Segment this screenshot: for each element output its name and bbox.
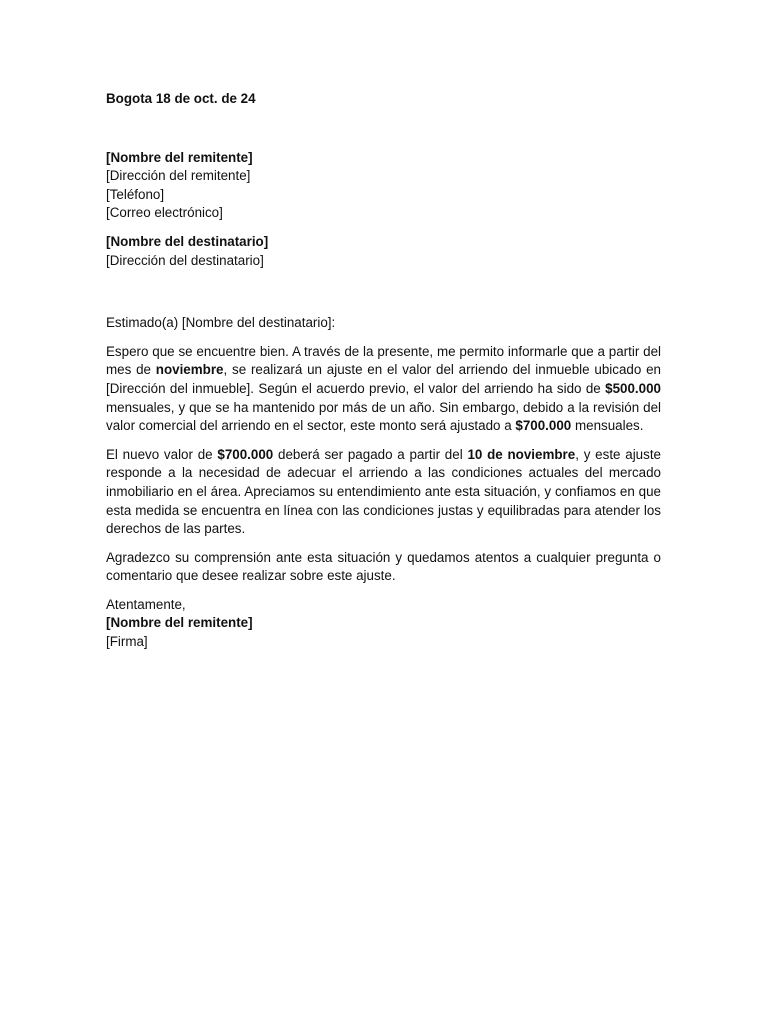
paragraph-3: Agradezco su comprensión ante esta situación y quedamos atentos a cualquier pregunta o comentario que desee realizar sobre este ajuste. — [106, 549, 661, 584]
para2-text-2: deberá ser pagado a partir del — [273, 446, 468, 462]
para2-bold-date: 10 de noviembre — [467, 446, 576, 462]
paragraph-2 — [106, 446, 661, 539]
para2-text-1: El nuevo valor de — [106, 446, 218, 462]
greeting: Estimado(a) [Nombre del destinatario]: — [106, 315, 336, 331]
sender-email: [Correo electrónico] — [106, 205, 223, 221]
para2-bold-new-amount: $700.000 — [217, 446, 274, 462]
recipient-block — [106, 233, 661, 270]
closing-block — [106, 596, 661, 652]
sender-name: [Nombre del remitente] — [106, 149, 253, 165]
closing-signature: [Firma] — [106, 634, 148, 650]
para1-bold-old-amount: $500.000 — [605, 380, 661, 396]
recipient-name: [Nombre del destinatario] — [106, 233, 269, 249]
para1-text-1: Espero que se encuentre bien. A través de la presente, me permito informarle que a partir del mes de — [106, 343, 661, 378]
recipient-address: [Dirección del destinatario] — [106, 252, 264, 268]
closing-sender-name: [Nombre del remitente] — [106, 615, 253, 631]
para1-text-4: mensuales. — [571, 418, 644, 434]
para2-text-3: , y este ajuste responde a la necesidad de adecuar el arriendo a las condiciones actuales del mercado inmobiliario en el área. Apreciamos su entendimiento ante esta situación, y confiamos en que esta medida se encuentra en línea con las condiciones justas y equilibradas para atender los derechos de las partes. — [106, 446, 661, 537]
letter-date: Bogota 18 de oct. de 24 — [106, 91, 256, 106]
para1-text-2: , se realizará un ajuste en el valor del arriendo del inmueble ubicado en [Dirección del inmueble]. Según el acuerdo previo, el valor del arriendo ha sido de — [106, 362, 661, 396]
sender-address: [Dirección del remitente] — [106, 168, 251, 184]
sender-phone: [Teléfono] — [106, 186, 165, 202]
para1-text-3: mensuales, y que se ha mantenido por más de un año. Sin embargo, debido a la revisión del valor comercial del arriendo en el sector, este monto será ajustado a — [106, 399, 661, 434]
sender-block — [106, 149, 661, 223]
para1-bold-month: noviembre — [155, 362, 224, 378]
letter-body — [106, 90, 661, 652]
para1-bold-new-amount: $700.000 — [515, 418, 572, 434]
closing-salutation: Atentamente, — [106, 596, 186, 612]
paragraph-1 — [106, 343, 661, 436]
